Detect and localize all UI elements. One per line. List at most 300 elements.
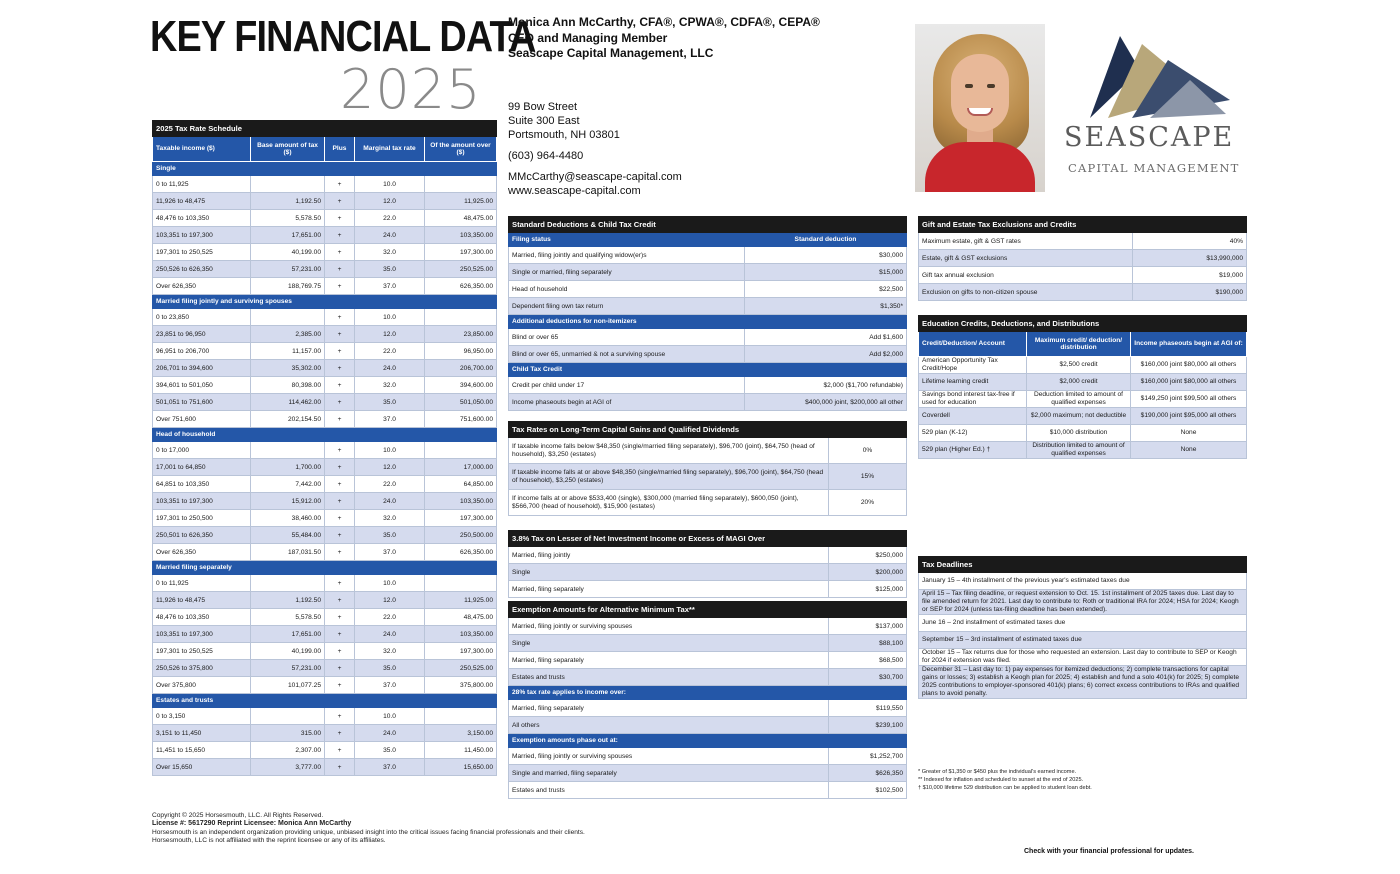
table-cell: 250,501 to 626,350 [153, 527, 251, 544]
table-row [153, 626, 497, 643]
table-title: Tax Deadlines [919, 557, 1247, 573]
table-title: Education Credits, Deductions, and Distributions [919, 316, 1247, 332]
table-cell: Married, filing jointly or surviving spouses [509, 618, 829, 635]
advisor-photo [915, 24, 1045, 192]
table-cell: 101,077.25 [251, 677, 325, 694]
table-row [153, 394, 497, 411]
table-cell: 37.0 [355, 411, 425, 428]
footnote: ** Indexed for inflation and scheduled to sunset at the end of 2025. [918, 777, 1084, 784]
table-cell: 64,851 to 103,350 [153, 476, 251, 493]
table-cell: + [325, 493, 355, 510]
table-cell: 23,851 to 96,950 [153, 326, 251, 343]
table-cell: $2,000 maximum; not deductible [1027, 408, 1131, 425]
table-cell: + [325, 459, 355, 476]
table-cell: 24.0 [355, 626, 425, 643]
table-row [509, 377, 907, 394]
table-cell: 38,460.00 [251, 510, 325, 527]
table-cell: 37.0 [355, 544, 425, 561]
table-cell: 197,300.00 [425, 643, 497, 660]
table-cell: 37.0 [355, 278, 425, 295]
table-row [153, 677, 497, 694]
table-cell: 32.0 [355, 377, 425, 394]
table-row [153, 459, 497, 476]
deadline-row [919, 649, 1247, 666]
table-cell: $400,000 joint, $200,000 all other [745, 394, 907, 411]
column-header: Credit/Deduction/ Account [919, 332, 1027, 357]
table-cell: $250,000 [829, 547, 907, 564]
table-cell: 11,925.00 [425, 592, 497, 609]
table-row [509, 765, 907, 782]
table-cell: 22.0 [355, 210, 425, 227]
table-cell: 11,926 to 48,475 [153, 592, 251, 609]
table-cell: + [325, 411, 355, 428]
table-cell: January 15 – 4th installment of the previous year's estimated taxes due [919, 573, 1247, 590]
page-year: 2025 [340, 58, 482, 121]
table-row [919, 357, 1247, 374]
table-row [919, 250, 1247, 267]
table-cell: + [325, 708, 355, 725]
table-row [509, 329, 907, 346]
table-cell [425, 575, 497, 592]
table-cell: $160,000 joint $80,000 all others [1131, 374, 1247, 391]
table-cell: 501,051 to 751,600 [153, 394, 251, 411]
table-cell: Blind or over 65 [509, 329, 745, 346]
address-line: 99 Bow Street [508, 101, 578, 113]
table-cell: 48,476 to 103,350 [153, 609, 251, 626]
table-cell: 22.0 [355, 609, 425, 626]
table-cell: 0 to 11,925 [153, 575, 251, 592]
table-row [509, 581, 907, 598]
deadline-row [919, 666, 1247, 699]
table-cell: 40,199.00 [251, 244, 325, 261]
table-row [153, 360, 497, 377]
table-cell: 12.0 [355, 326, 425, 343]
table-cell: 37.0 [355, 759, 425, 776]
table-cell: + [325, 244, 355, 261]
table-cell: + [325, 527, 355, 544]
table-cell [251, 708, 325, 725]
table-cell: $30,000 [745, 247, 907, 264]
table-cell: Estates and trusts [153, 694, 497, 708]
firm-name: Seascape Capital Management, LLC [508, 46, 714, 60]
table-cell: 17,651.00 [251, 227, 325, 244]
section-header: Exemption amounts phase out at: [509, 734, 907, 748]
table-row [153, 244, 497, 261]
table-cell: Dependent filing own tax return [509, 298, 745, 315]
table-row [919, 267, 1247, 284]
table-cell: 57,231.00 [251, 261, 325, 278]
table-cell: + [325, 261, 355, 278]
amt-table [508, 601, 907, 799]
table-cell: Lifetime learning credit [919, 374, 1027, 391]
table-cell: + [325, 278, 355, 295]
tax-deadlines-table [918, 556, 1247, 699]
table-row [509, 394, 907, 411]
table-cell: Distribution limited to amount of qualified expenses [1027, 442, 1131, 459]
table-cell: 2,385.00 [251, 326, 325, 343]
table-cell: 15,912.00 [251, 493, 325, 510]
standard-deductions-table [508, 216, 907, 411]
table-row [509, 700, 907, 717]
table-row [509, 635, 907, 652]
table-cell: 529 plan (K-12) [919, 425, 1027, 442]
table-cell: None [1131, 425, 1247, 442]
table-cell: + [325, 677, 355, 694]
table-cell: + [325, 609, 355, 626]
table-cell: 103,351 to 197,300 [153, 227, 251, 244]
tax-rate-schedule-table [152, 120, 497, 776]
advisor-title: CEO and Managing Member [508, 30, 668, 45]
column-header: Maximum credit/ deduction/ distribution [1027, 332, 1131, 357]
table-cell [425, 708, 497, 725]
table-cell: 250,500.00 [425, 527, 497, 544]
footnote: * Greater of $1,350 or $450 plus the individual's earned income. [918, 769, 1077, 775]
table-cell: If taxable income falls at or above $48,350 (single/married filing separately), $96,700 (joint), $64,750 (head of household), $3,250 (estates) [509, 464, 829, 490]
table-cell: 24.0 [355, 360, 425, 377]
table-cell: + [325, 176, 355, 193]
niit-table [508, 530, 907, 598]
gift-estate-table [918, 216, 1247, 301]
table-cell: 48,475.00 [425, 609, 497, 626]
table-cell: $22,500 [745, 281, 907, 298]
email-address: MMcCarthy@seascape-capital.com [508, 171, 682, 183]
website: www.seascape-capital.com [508, 185, 641, 197]
table-cell: Exclusion on gifts to non-citizen spouse [919, 284, 1133, 301]
table-cell: 751,600.00 [425, 411, 497, 428]
table-row [153, 592, 497, 609]
table-title: 3.8% Tax on Lesser of Net Investment Income or Excess of MAGI Over [509, 531, 907, 547]
table-cell: 40% [1133, 233, 1247, 250]
table-cell: 35.0 [355, 660, 425, 677]
table-cell: $2,000 credit [1027, 374, 1131, 391]
table-cell: + [325, 377, 355, 394]
table-cell: Coverdell [919, 408, 1027, 425]
table-cell: $239,100 [829, 717, 907, 734]
table-row [509, 346, 907, 363]
table-cell: 0% [829, 438, 907, 464]
table-row [509, 618, 907, 635]
table-title: Standard Deductions & Child Tax Credit [509, 217, 907, 233]
table-cell: Married filing jointly and surviving spouses [153, 295, 497, 309]
table-cell: + [325, 442, 355, 459]
table-row [919, 374, 1247, 391]
table-row [509, 438, 907, 464]
table-cell: 197,301 to 250,525 [153, 244, 251, 261]
page-footer [152, 812, 585, 846]
table-cell: 17,651.00 [251, 626, 325, 643]
table-row [919, 233, 1247, 250]
table-cell: 96,950.00 [425, 343, 497, 360]
table-cell: 0 to 3,150 [153, 708, 251, 725]
table-cell: Single or married, filing separately [509, 264, 745, 281]
column-header: Taxable income ($) [153, 137, 251, 162]
section-header [153, 295, 497, 309]
table-row [153, 442, 497, 459]
table-cell: 103,351 to 197,300 [153, 493, 251, 510]
table-cell: 32.0 [355, 244, 425, 261]
table-cell: Blind or over 65, unmarried & not a surviving spouse [509, 346, 745, 363]
table-cell: Gift tax annual exclusion [919, 267, 1133, 284]
table-cell: $68,500 [829, 652, 907, 669]
table-title: Gift and Estate Tax Exclusions and Credits [919, 217, 1247, 233]
table-cell: $149,250 joint $99,500 all others [1131, 391, 1247, 408]
table-row [509, 564, 907, 581]
table-cell [251, 309, 325, 326]
section-header: Child Tax Credit [509, 363, 907, 377]
table-cell: 24.0 [355, 227, 425, 244]
table-cell: 10.0 [355, 708, 425, 725]
table-cell: 22.0 [355, 476, 425, 493]
table-cell: Over 15,650 [153, 759, 251, 776]
table-cell: 17,001 to 64,850 [153, 459, 251, 476]
table-row [153, 544, 497, 561]
section-header [153, 561, 497, 575]
table-row [509, 464, 907, 490]
table-cell: Credit per child under 17 [509, 377, 745, 394]
table-row [153, 227, 497, 244]
table-cell: Over 626,350 [153, 544, 251, 561]
table-row [153, 411, 497, 428]
phone-number: (603) 964-4480 [508, 150, 584, 162]
table-cell: 24.0 [355, 725, 425, 742]
table-cell: 35.0 [355, 261, 425, 278]
check-notice: Check with your financial professional for updates. [1024, 848, 1194, 855]
table-cell: 0 to 17,000 [153, 442, 251, 459]
table-cell: $626,350 [829, 765, 907, 782]
table-row [153, 510, 497, 527]
table-cell: 10.0 [355, 442, 425, 459]
table-cell: 250,525.00 [425, 660, 497, 677]
table-cell: 2,307.00 [251, 742, 325, 759]
table-row [919, 442, 1247, 459]
table-cell: April 15 – Tax filing deadline, or request extension to Oct. 15. 1st installment of 2025 taxes due. Last day to file amended return for 2021. Last day to contribute to: Roth or traditional IRA for 2024; HSA for 2024; Keogh or SEP for 2024 (unless tax-filing deadline has been extended). [919, 590, 1247, 615]
table-row [509, 782, 907, 799]
table-cell: + [325, 626, 355, 643]
table-cell: 23,850.00 [425, 326, 497, 343]
education-credits-table [918, 315, 1247, 459]
table-row [153, 575, 497, 592]
table-row [509, 669, 907, 686]
table-cell: + [325, 544, 355, 561]
table-row [509, 547, 907, 564]
table-cell: 11,450.00 [425, 742, 497, 759]
table-cell: + [325, 742, 355, 759]
table-cell: 206,701 to 394,600 [153, 360, 251, 377]
table-cell: + [325, 725, 355, 742]
column-header: Marginal tax rate [355, 137, 425, 162]
table-cell: 10.0 [355, 309, 425, 326]
table-cell: Savings bond interest tax-free if used for education [919, 391, 1027, 408]
table-cell: September 15 – 3rd installment of estimated taxes due [919, 632, 1247, 649]
table-cell: 250,526 to 375,800 [153, 660, 251, 677]
table-cell: Single [153, 162, 497, 176]
table-cell: + [325, 394, 355, 411]
table-cell: $2,500 credit [1027, 357, 1131, 374]
table-cell: Single [509, 635, 829, 652]
table-cell: + [325, 660, 355, 677]
logo-subtitle: CAPITAL MANAGEMENT [1068, 161, 1240, 175]
table-row [153, 476, 497, 493]
table-cell: Married, filing jointly [509, 547, 829, 564]
table-cell: June 16 – 2nd installment of estimated taxes due [919, 615, 1247, 632]
table-cell [425, 176, 497, 193]
table-row [919, 391, 1247, 408]
table-row [509, 652, 907, 669]
copyright-text: Copyright © 2025 Horsesmouth, LLC. All Rights Reserved. [152, 812, 324, 819]
page-title: KEY FINANCIAL DATA [150, 12, 536, 61]
table-cell: 626,350.00 [425, 544, 497, 561]
table-cell: 0 to 23,850 [153, 309, 251, 326]
section-header [153, 694, 497, 708]
table-cell: 197,301 to 250,500 [153, 510, 251, 527]
table-cell: 35,302.00 [251, 360, 325, 377]
table-cell: Head of household [153, 428, 497, 442]
table-cell: If taxable income falls below $48,350 (single/married filing separately), $96,700 (joint), $64,750 (head of household), $3,250 (estates) [509, 438, 829, 464]
table-cell: $1,350* [745, 298, 907, 315]
table-row [153, 527, 497, 544]
table-cell: 96,951 to 206,700 [153, 343, 251, 360]
table-cell: $200,000 [829, 564, 907, 581]
table-title: Exemption Amounts for Alternative Minimum Tax** [509, 602, 907, 618]
table-cell: + [325, 326, 355, 343]
table-cell: Married, filing separately [509, 700, 829, 717]
table-cell: Single [509, 564, 829, 581]
table-cell: + [325, 759, 355, 776]
table-cell: 103,350.00 [425, 626, 497, 643]
table-cell: 529 plan (Higher Ed.) † [919, 442, 1027, 459]
table-cell: 197,301 to 250,525 [153, 643, 251, 660]
table-cell: 202,154.50 [251, 411, 325, 428]
section-header: 28% tax rate applies to income over: [509, 686, 907, 700]
table-cell: 188,769.75 [251, 278, 325, 295]
table-cell: 3,150.00 [425, 725, 497, 742]
deadline-row [919, 590, 1247, 615]
table-cell: 32.0 [355, 643, 425, 660]
table-row [509, 298, 907, 315]
section-header [153, 428, 497, 442]
disclaimer-text: Horsesmouth, LLC is not affiliated with the reprint licensee or any of its affiliates. [152, 837, 386, 845]
table-cell: 32.0 [355, 510, 425, 527]
address-block [508, 100, 682, 198]
table-cell: 48,476 to 103,350 [153, 210, 251, 227]
table-row [153, 708, 497, 725]
deadline-row [919, 632, 1247, 649]
table-cell: 114,462.00 [251, 394, 325, 411]
table-title: 2025 Tax Rate Schedule [153, 121, 497, 137]
table-cell: 501,050.00 [425, 394, 497, 411]
table-cell: 20% [829, 490, 907, 516]
table-cell: $30,700 [829, 669, 907, 686]
table-cell: 197,300.00 [425, 510, 497, 527]
table-cell: + [325, 309, 355, 326]
table-cell: 12.0 [355, 592, 425, 609]
table-row [153, 742, 497, 759]
table-row [153, 643, 497, 660]
deadline-row [919, 573, 1247, 590]
table-cell: 11,157.00 [251, 343, 325, 360]
table-cell: Married, filing jointly and qualifying widow(er)s [509, 247, 745, 264]
table-cell: + [325, 592, 355, 609]
table-cell: $2,000 ($1,700 refundable) [745, 377, 907, 394]
table-cell: Married, filing separately [509, 652, 829, 669]
table-cell: 15% [829, 464, 907, 490]
table-cell: 35.0 [355, 742, 425, 759]
table-cell: $119,550 [829, 700, 907, 717]
column-header: Standard deduction [745, 233, 907, 247]
section-header [153, 162, 497, 176]
table-row [153, 725, 497, 742]
table-cell: $125,000 [829, 581, 907, 598]
table-row [509, 264, 907, 281]
table-row [153, 309, 497, 326]
sails-icon [1080, 30, 1230, 120]
table-cell: $102,500 [829, 782, 907, 799]
table-cell: 103,351 to 197,300 [153, 626, 251, 643]
table-cell [425, 309, 497, 326]
table-cell: 103,350.00 [425, 227, 497, 244]
table-cell: Over 751,600 [153, 411, 251, 428]
logo-wordmark: SEASCAPE [1064, 122, 1235, 153]
table-cell: $190,000 joint $95,000 all others [1131, 408, 1247, 425]
table-cell: Head of household [509, 281, 745, 298]
table-cell: 197,300.00 [425, 244, 497, 261]
table-cell: 11,926 to 48,475 [153, 193, 251, 210]
table-cell: $15,000 [745, 264, 907, 281]
table-cell: + [325, 360, 355, 377]
table-cell: 22.0 [355, 343, 425, 360]
table-cell: Married filing separately [153, 561, 497, 575]
license-text: License #: 5617290 Reprint Licensee: Monica Ann McCarthy [152, 820, 352, 828]
table-row [509, 281, 907, 298]
table-row [509, 490, 907, 516]
table-cell: Deduction limited to amount of qualified expenses [1027, 391, 1131, 408]
table-cell: Maximum estate, gift & GST rates [919, 233, 1133, 250]
column-header: Plus [325, 137, 355, 162]
table-cell: 5,578.50 [251, 609, 325, 626]
table-cell: 64,850.00 [425, 476, 497, 493]
column-header: Base amount of tax ($) [251, 137, 325, 162]
table-cell: + [325, 193, 355, 210]
table-cell: 394,600.00 [425, 377, 497, 394]
column-header: Income phaseouts begin at AGI of: [1131, 332, 1247, 357]
table-cell [251, 176, 325, 193]
table-cell: Estates and trusts [509, 782, 829, 799]
table-row [919, 284, 1247, 301]
table-cell: 3,777.00 [251, 759, 325, 776]
table-cell: 12.0 [355, 193, 425, 210]
table-cell: 12.0 [355, 459, 425, 476]
table-cell: 626,350.00 [425, 278, 497, 295]
table-cell [251, 442, 325, 459]
table-cell: + [325, 575, 355, 592]
table-row [153, 660, 497, 677]
table-cell: 206,700.00 [425, 360, 497, 377]
table-cell: 57,231.00 [251, 660, 325, 677]
deadline-row [919, 615, 1247, 632]
column-header: Filing status [509, 233, 745, 247]
table-cell: 80,398.00 [251, 377, 325, 394]
table-row [153, 278, 497, 295]
table-row [509, 717, 907, 734]
table-cell [425, 442, 497, 459]
table-row [153, 326, 497, 343]
table-cell: Single and married, filing separately [509, 765, 829, 782]
table-cell: Married, filing jointly or surviving spouses [509, 748, 829, 765]
table-cell: 55,484.00 [251, 527, 325, 544]
table-cell: Estates and trusts [509, 669, 829, 686]
table-cell: 24.0 [355, 493, 425, 510]
address-line: Portsmouth, NH 03801 [508, 129, 620, 141]
